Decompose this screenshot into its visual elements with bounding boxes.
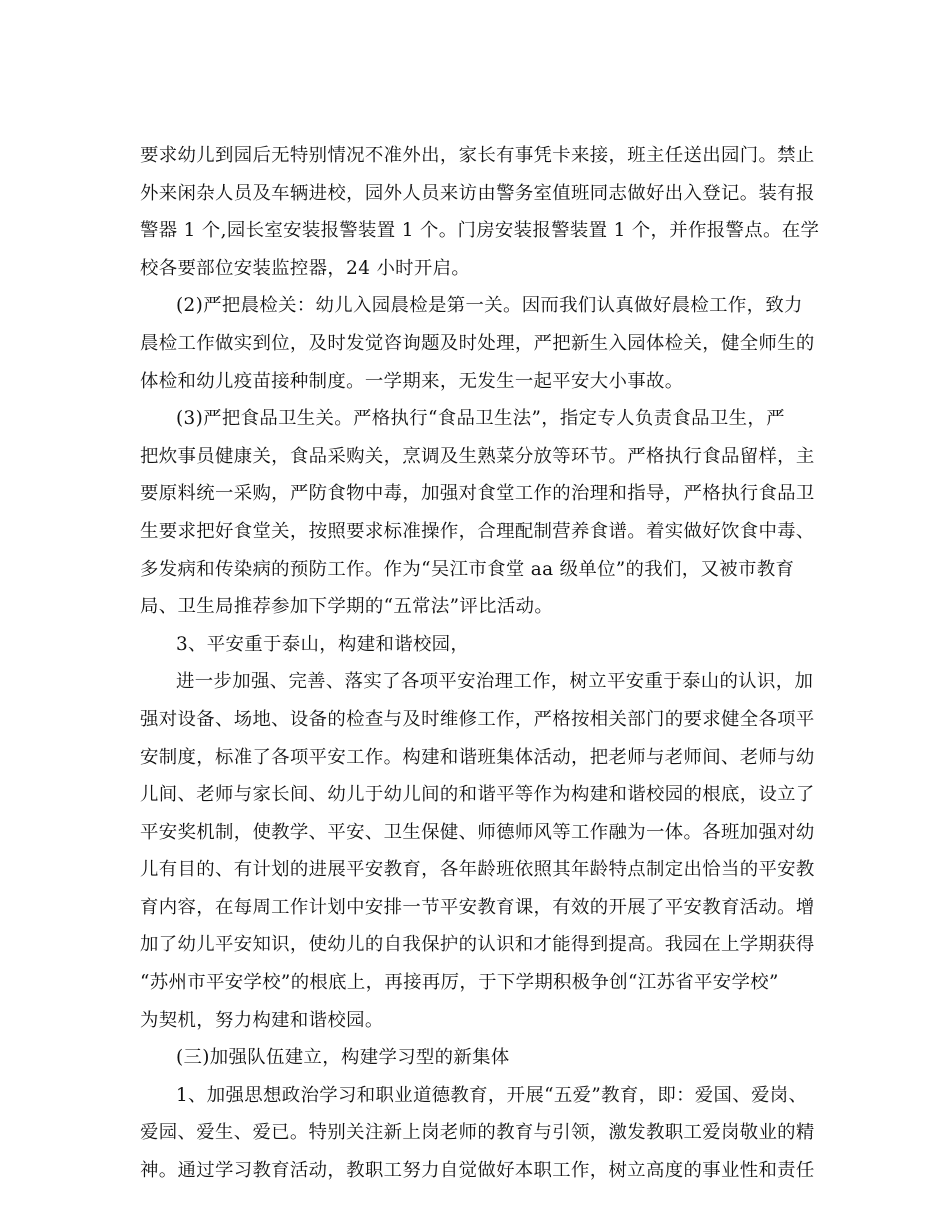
text-line: 外来闲杂人员及车辆进校，园外人员来访由警务室值班同志做好出入登记。装有报 — [140, 182, 815, 204]
text-line: 晨检工作做实到位，及时发觉咨询题及时处理，严把新生入园体检关，健全师生的 — [140, 332, 815, 354]
text-line: 警器 1 个,园长室安装报警装置 1 个。门房安装报警装置 1 个，并作报警点。在学 — [140, 220, 820, 242]
text-line: (3)严把食品卫生关。严格执行“食品卫生法”，指定专人负责食品卫生，严 — [176, 408, 785, 430]
text-line: 把炊事员健康关，食品采购关，烹调及生熟菜分放等环节。严格执行食品留样，主 — [140, 445, 815, 467]
text-line: 要求幼儿到园后无特别情况不准外出，家长有事凭卡来接，班主任送出园门。禁止 — [140, 145, 815, 166]
text-line: 加了幼儿平安知识，使幼儿的自我保护的认识和才能得到提高。我园在上学期获得 — [140, 934, 815, 956]
text-line: 安制度，标准了各项平安工作。构建和谐班集体活动，把老师与老师间、老师与幼 — [140, 746, 815, 768]
text-line: 要原料统一采购，严防食物中毒，加强对食堂工作的治理和指导，严格执行食品卫 — [140, 483, 815, 505]
text-line: 校各要部位安装监控器，24 小时开启。 — [140, 257, 471, 279]
text-line: 为契机，努力构建和谐校园。 — [140, 1009, 384, 1031]
text-line: 神。通过学习教育活动，教职工努力自觉做好本职工作，树立高度的事业性和责任 — [140, 1160, 815, 1182]
text-line: 平安奖机制，使教学、平安、卫生保健、师德师风等工作融为一体。各班加强对幼 — [140, 821, 815, 843]
text-line: 儿有目的、有计划的进展平安教育，各年龄班依照其年龄特点制定出恰当的平安教 — [140, 859, 815, 881]
text-line: (2)严把晨检关：幼儿入园晨检是第一关。因而我们认真做好晨检工作，致力 — [176, 295, 803, 317]
text-line: 强对设备、场地、设备的检查与及时维修工作，严格按相关部门的要求健全各项平 — [140, 708, 815, 730]
text-line: 进一步加强、完善、落实了各项平安治理工作，树立平安重于泰山的认识，加 — [176, 671, 814, 693]
text-line: 生要求把好食堂关，按照要求标准操作，合理配制营养食谱。着实做好饮食中毒、 — [140, 520, 815, 542]
text-line: 局、卫生局推荐参加下学期的“五常法”评比活动。 — [140, 596, 554, 618]
text-line: 1、加强思想政治学习和职业道德教育，开展“五爱”教育，即：爱国、爱岗、 — [176, 1084, 808, 1106]
text-line: 多发病和传染病的预防工作。作为“吴江市食堂 aa 级单位”的我们，又被市教育 — [140, 558, 795, 580]
text-line: (三)加强队伍建立，构建学习型的新集体 — [176, 1047, 510, 1069]
text-line: 体检和幼儿疫苗接种制度。一学期来，无发生一起平安大小事故。 — [140, 370, 684, 392]
text-line: 爱园、爱生、爱已。特别关注新上岗老师的教育与引领，激发教职工爱岗敬业的精 — [140, 1122, 815, 1144]
text-line: “苏州市平安学校”的根底上，再接再厉，于下学期积极争创“江苏省平安学校” — [140, 972, 779, 994]
text-line: 儿间、老师与家长间、幼儿于幼儿间的和谐平等作为构建和谐校园的根底，设立了 — [140, 784, 815, 806]
body-text — [140, 137, 820, 1190]
text-line: 育内容，在每周工作计划中安排一节平安教育课，有效的开展了平安教育活动。增 — [140, 896, 815, 918]
text-line: 3、平安重于泰山，构建和谐校园， — [176, 633, 470, 655]
